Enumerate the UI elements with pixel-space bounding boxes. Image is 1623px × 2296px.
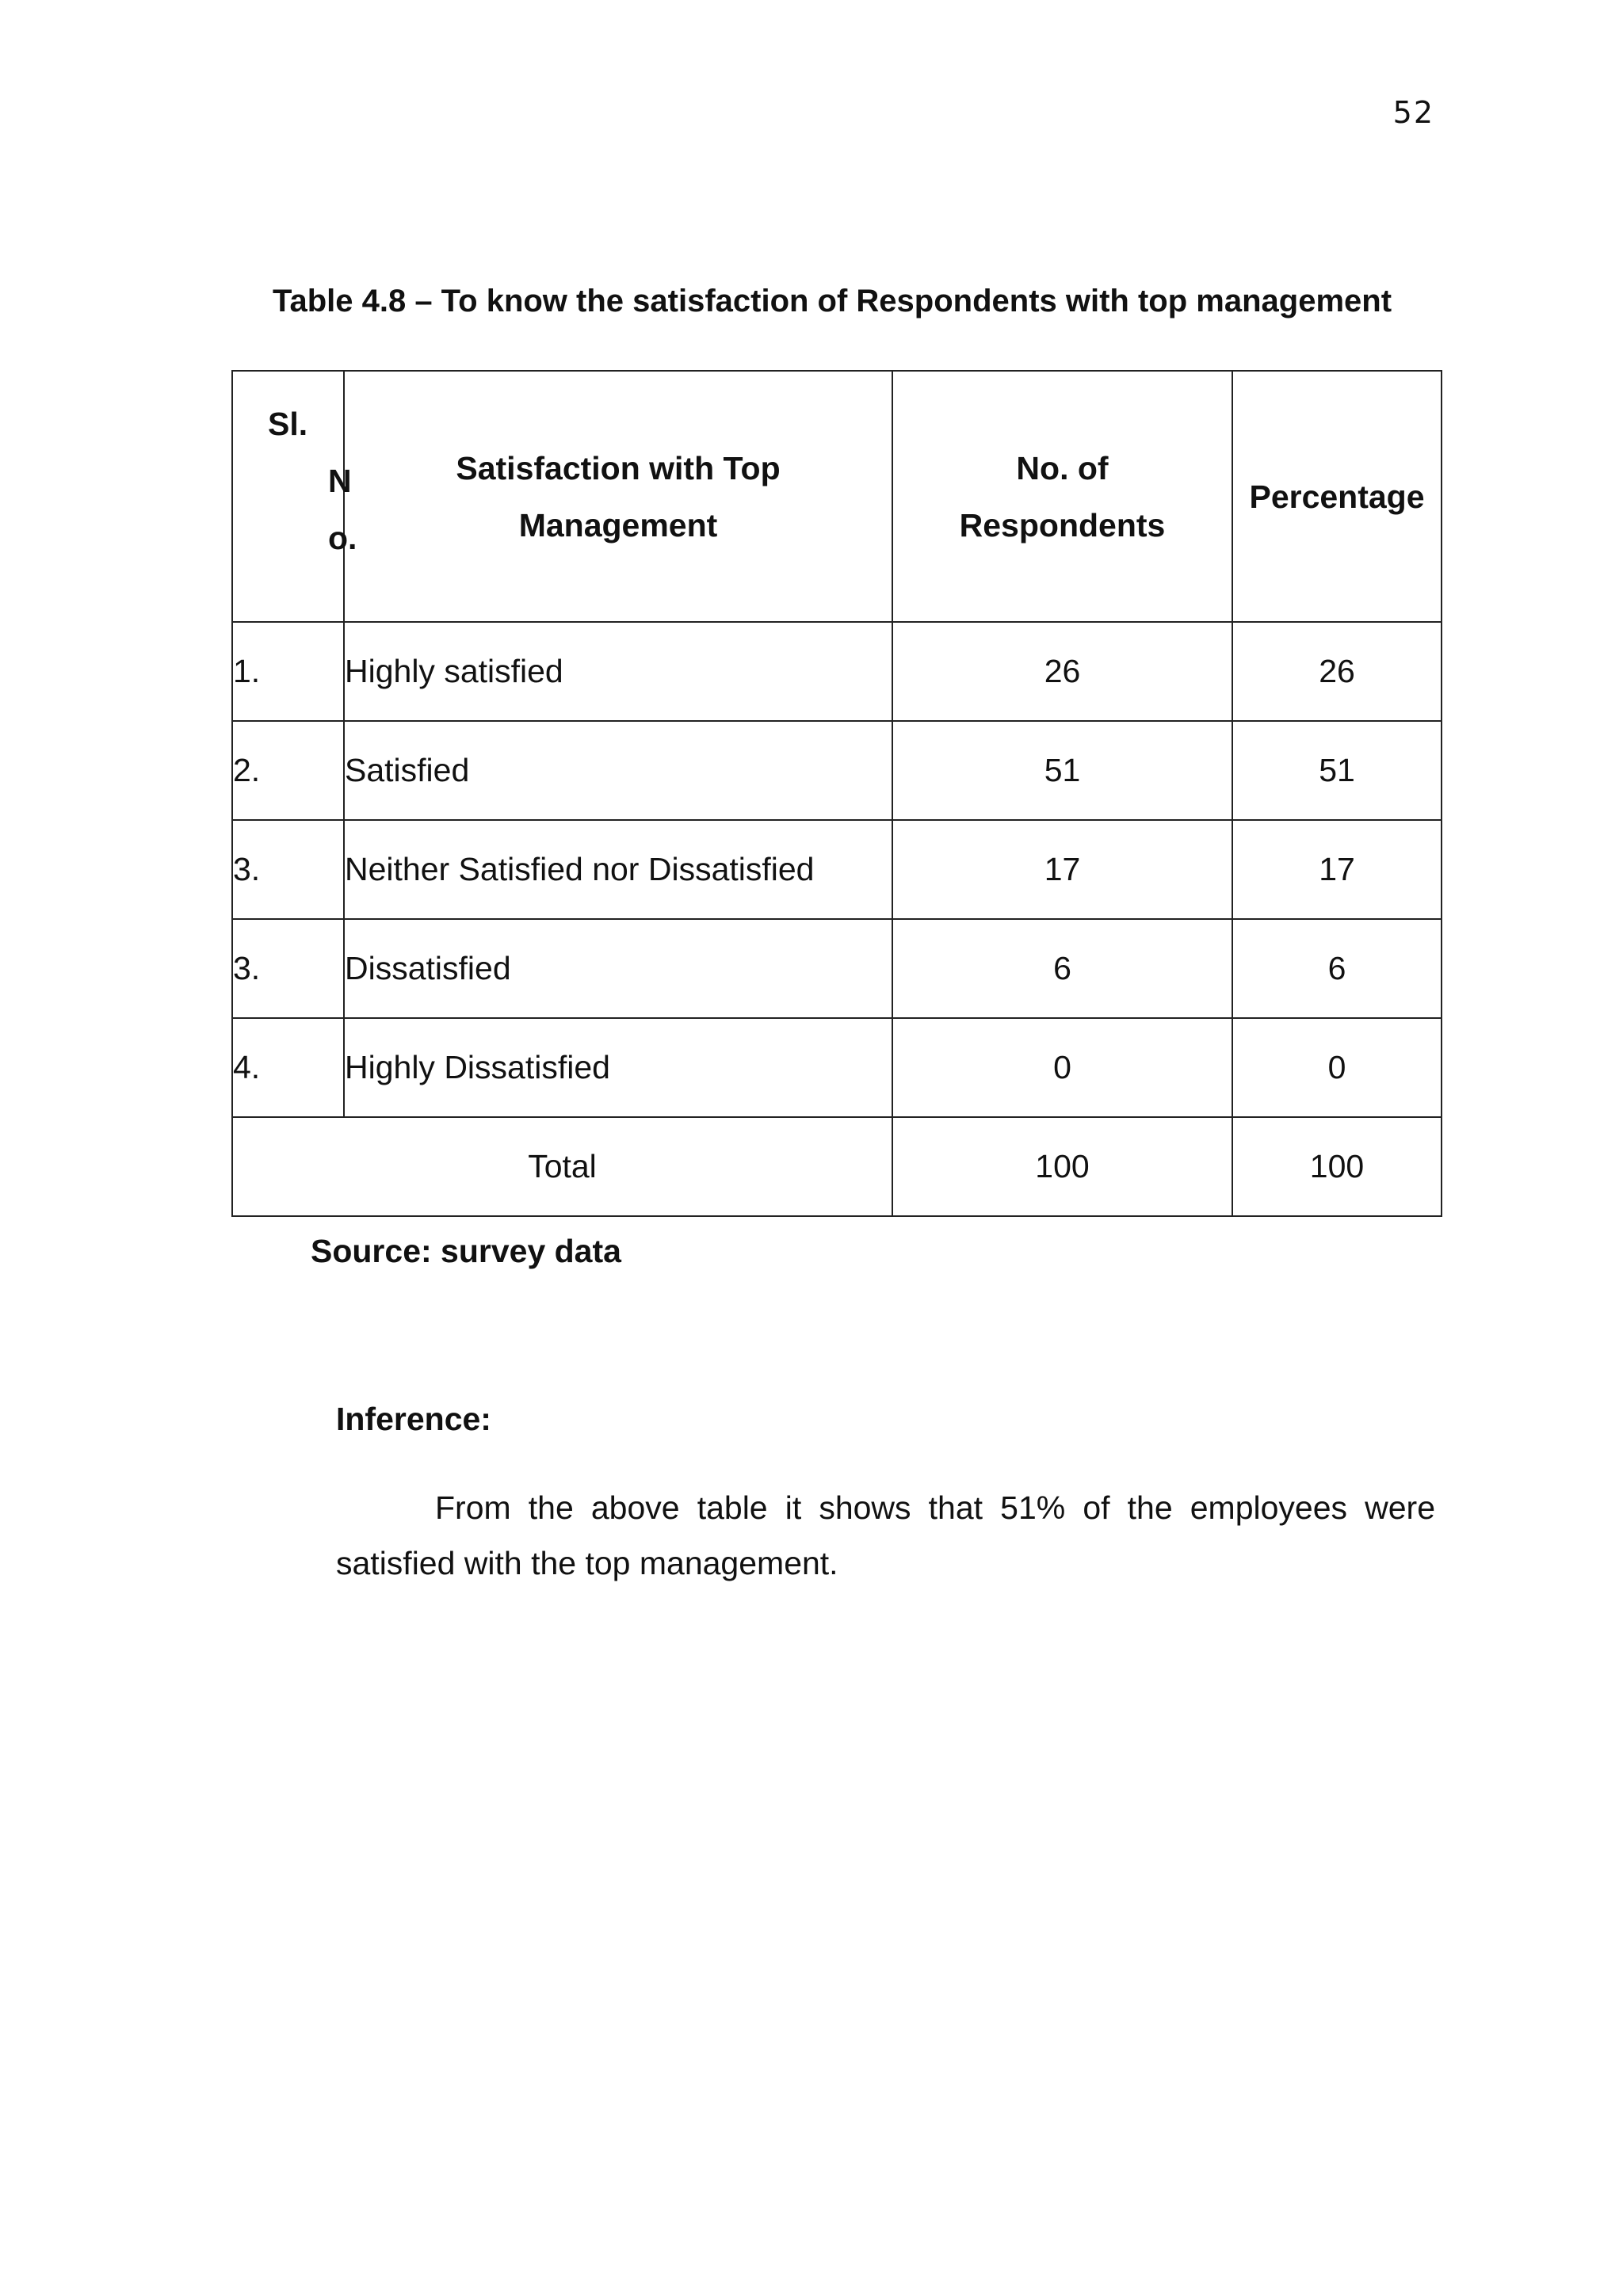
cell-percentage: 6 <box>1232 919 1442 1018</box>
cell-sl: 2. <box>232 721 344 820</box>
cell-respondents: 26 <box>892 622 1232 721</box>
header-satisfaction <box>344 371 892 622</box>
cell-respondents: 51 <box>892 721 1232 820</box>
table-row <box>232 622 1442 721</box>
table-row <box>232 919 1442 1018</box>
total-label: Total <box>232 1117 892 1216</box>
cell-satisfaction: Dissatisfied <box>344 919 892 1018</box>
cell-percentage: 17 <box>1232 820 1442 919</box>
cell-satisfaction: Highly satisfied <box>344 622 892 721</box>
total-respondents: 100 <box>892 1117 1232 1216</box>
page-number: 52 <box>1392 95 1434 130</box>
inference-heading: Inference: <box>336 1401 491 1437</box>
cell-respondents: 6 <box>892 919 1232 1018</box>
table-title: Table 4.8 – To know the satisfaction of Respondents with top management <box>272 284 1392 318</box>
cell-satisfaction: Highly Dissatisfied <box>344 1018 892 1117</box>
table-header-row <box>232 371 1442 622</box>
header-respondents-line1: No. of <box>1016 449 1109 486</box>
header-sl-no <box>232 371 357 622</box>
table-total-row <box>232 1117 1442 1216</box>
cell-satisfaction: Neither Satisfied nor Dissatisfied <box>344 820 892 919</box>
cell-satisfaction: Satisfied <box>344 721 892 820</box>
table-row <box>232 1018 1442 1117</box>
header-no-label: No. <box>328 463 357 556</box>
source-note: Source: survey data <box>311 1233 621 1269</box>
cell-sl: 1. <box>232 622 344 721</box>
header-respondents-line2: Respondents <box>959 506 1166 543</box>
header-percentage: Percentage <box>1232 371 1442 622</box>
satisfaction-table <box>231 370 1442 1217</box>
inference-text: From the above table it shows that 51% of the employees were satisfied with the top management. <box>336 1489 1435 1581</box>
cell-percentage: 26 <box>1232 622 1442 721</box>
cell-sl: 3. <box>232 919 344 1018</box>
table-row <box>232 820 1442 919</box>
cell-percentage: 0 <box>1232 1018 1442 1117</box>
table-row <box>232 721 1442 820</box>
header-satisfaction-line2: Management <box>518 506 718 543</box>
cell-respondents: 0 <box>892 1018 1232 1117</box>
header-respondents <box>892 371 1232 622</box>
cell-sl: 4. <box>232 1018 344 1117</box>
cell-respondents: 17 <box>892 820 1232 919</box>
total-percentage: 100 <box>1232 1117 1442 1216</box>
cell-percentage: 51 <box>1232 721 1442 820</box>
header-satisfaction-line1: Satisfaction with Top <box>456 449 781 486</box>
header-sl-label: Sl. <box>268 406 308 442</box>
cell-sl: 3. <box>232 820 344 919</box>
